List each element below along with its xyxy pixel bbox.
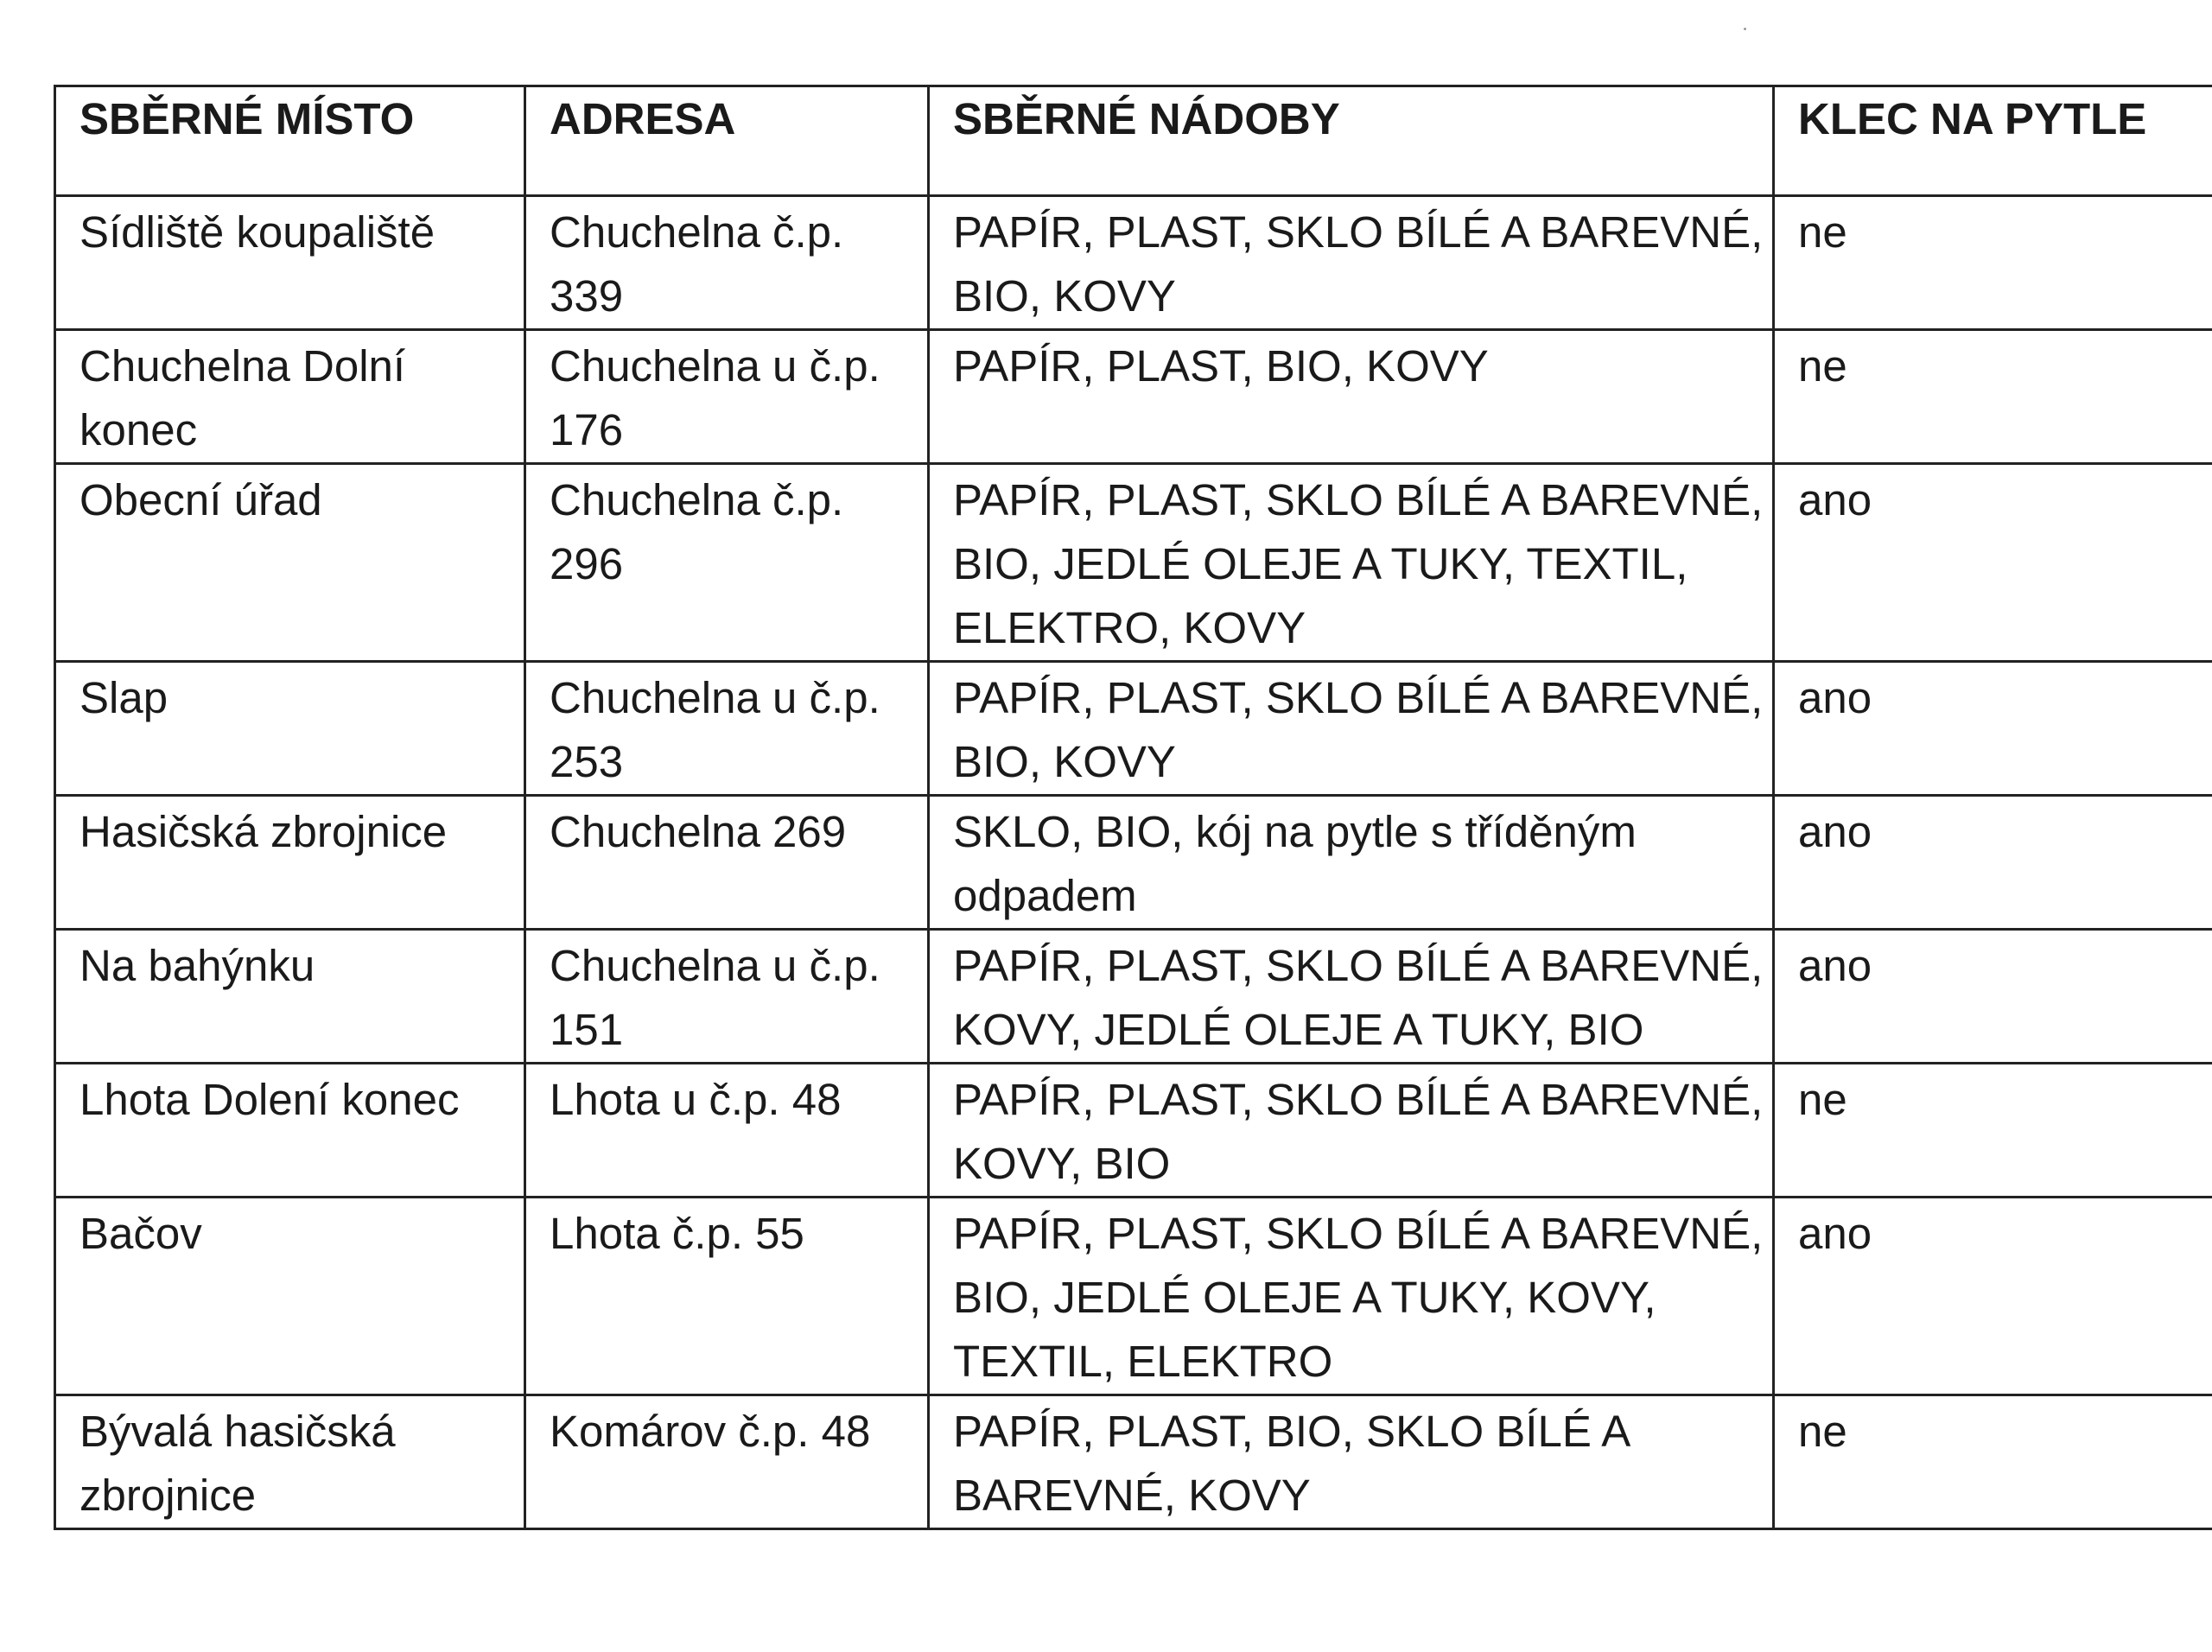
table-row [55,1198,2212,1395]
cell-address: Chuchelna u č.p. 253 [525,662,929,796]
cell-address: Komárov č.p. 48 [525,1395,929,1529]
cell-containers: PAPÍR, PLAST, SKLO BÍLÉ A BAREVNÉ, BIO, JEDLÉ OLEJE A TUKY, TEXTIL, ELEKTRO, KOVY [929,464,1774,662]
cell-cage: ano [1774,464,2212,662]
table-row [55,196,2212,330]
cell-place: Bývalá hasičská zbrojnice [55,1395,525,1529]
table-row [55,1395,2212,1529]
cell-address: Chuchelna u č.p. 176 [525,330,929,464]
table-row [55,796,2212,930]
cell-containers: PAPÍR, PLAST, BIO, KOVY [929,330,1774,464]
cell-containers: SKLO, BIO, kój na pytle s tříděným odpadem [929,796,1774,930]
header-containers: SBĚRNÉ NÁDOBY [929,86,1774,196]
table-row [55,464,2212,662]
cell-cage: ne [1774,1395,2212,1529]
cell-address: Chuchelna č.p. 296 [525,464,929,662]
cell-containers: PAPÍR, PLAST, SKLO BÍLÉ A BAREVNÉ, BIO, KOVY [929,196,1774,330]
cell-address: Lhota u č.p. 48 [525,1064,929,1198]
table-row [55,330,2212,464]
cell-containers: PAPÍR, PLAST, BIO, SKLO BÍLÉ A BAREVNÉ, KOVY [929,1395,1774,1529]
table-row [55,1064,2212,1198]
cell-place: Chuchelna Dolní konec [55,330,525,464]
cell-cage: ano [1774,930,2212,1064]
cell-cage: ne [1774,1064,2212,1198]
table-row [55,930,2212,1064]
cell-place: Slap [55,662,525,796]
cell-place: Obecní úřad [55,464,525,662]
cell-place: Sídliště koupaliště [55,196,525,330]
cell-cage: ano [1774,1198,2212,1395]
cell-cage: ano [1774,662,2212,796]
cell-cage: ne [1774,330,2212,464]
cell-containers: PAPÍR, PLAST, SKLO BÍLÉ A BAREVNÉ, KOVY, BIO [929,1064,1774,1198]
header-place: SBĚRNÉ MÍSTO [55,86,525,196]
header-row [55,86,2212,196]
cell-place: Na bahýnku [55,930,525,1064]
cell-place: Lhota Dolení konec [55,1064,525,1198]
cell-cage: ano [1774,796,2212,930]
cell-address: Chuchelna 269 [525,796,929,930]
header-address: ADRESA [525,86,929,196]
cell-address: Lhota č.p. 55 [525,1198,929,1395]
collection-points-table [54,85,2212,1530]
cell-address: Chuchelna u č.p. 151 [525,930,929,1064]
table-row [55,662,2212,796]
cell-containers: PAPÍR, PLAST, SKLO BÍLÉ A BAREVNÉ, KOVY, JEDLÉ OLEJE A TUKY, BIO [929,930,1774,1064]
cell-containers: PAPÍR, PLAST, SKLO BÍLÉ A BAREVNÉ, BIO, JEDLÉ OLEJE A TUKY, KOVY, TEXTIL, ELEKTRO [929,1198,1774,1395]
cell-place: Bačov [55,1198,525,1395]
scan-speck [1744,28,1746,30]
cell-containers: PAPÍR, PLAST, SKLO BÍLÉ A BAREVNÉ, BIO, KOVY [929,662,1774,796]
cell-cage: ne [1774,196,2212,330]
cell-place: Hasičská zbrojnice [55,796,525,930]
header-cage: KLEC NA PYTLE [1774,86,2212,196]
cell-address: Chuchelna č.p. 339 [525,196,929,330]
